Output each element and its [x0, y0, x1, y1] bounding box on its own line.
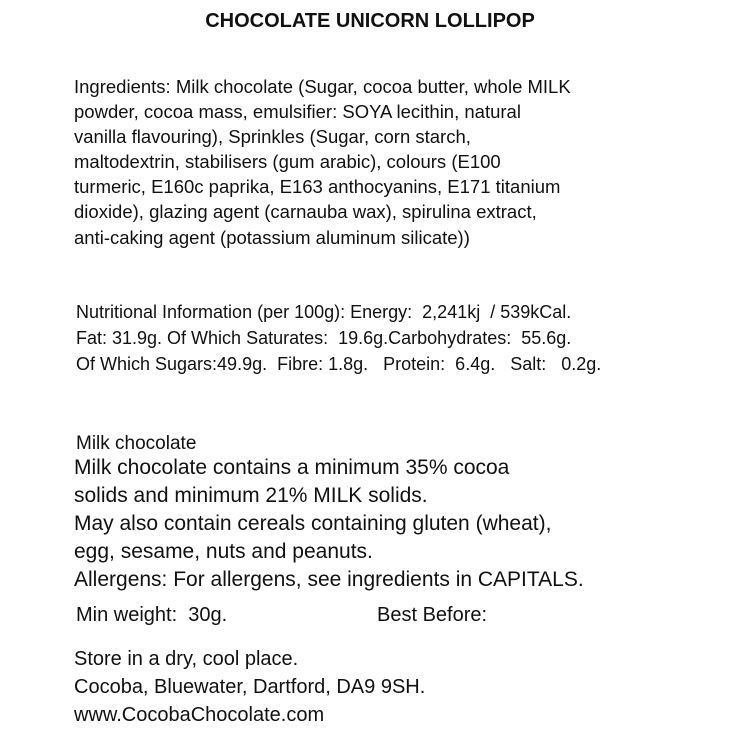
product-title: CHOCOLATE UNICORN LOLLIPOP — [205, 10, 535, 32]
best-before: Best Before: — [377, 604, 488, 626]
ingredients-line: maltodextrin, stabilisers (gum arabic), colours (E100 — [74, 151, 501, 172]
ingredients-line: anti-caking agent (potassium aluminum silicate)) — [74, 227, 470, 248]
company-address: Cocoba, Bluewater, Dartford, DA9 9SH. — [74, 676, 426, 698]
ingredients-line: turmeric, E160c paprika, E163 anthocyanins, E171 titanium — [74, 176, 561, 197]
nutrition-line: Fat: 31.9g. Of Which Saturates: 19.6g.Carbohydrates: 55.6g. — [76, 328, 572, 348]
info-line: Milk chocolate contains a minimum 35% cocoa — [74, 456, 510, 479]
milk-chocolate-heading: Milk chocolate — [76, 433, 197, 454]
nutrition-line: Nutritional Information (per 100g): Energy: 2,241kj / 539kCal. — [76, 302, 572, 322]
info-line: solids and minimum 21% MILK solids. — [74, 484, 428, 507]
ingredients-line: dioxide), glazing agent (carnauba wax), spirulina extract, — [74, 201, 537, 222]
info-line: May also contain cereals containing gluten (wheat), — [74, 512, 552, 535]
nutrition-line: Of Which Sugars:49.9g. Fibre: 1.8g. Protein: 6.4g. Salt: 0.2g. — [76, 354, 602, 374]
ingredients-line: vanilla flavouring), Sprinkles (Sugar, corn starch, — [74, 126, 471, 147]
website: www.CocobaChocolate.com — [74, 704, 325, 726]
min-weight: Min weight: 30g. — [76, 604, 228, 626]
ingredients-line: powder, cocoa mass, emulsifier: SOYA lecithin, natural — [74, 101, 521, 122]
info-line: egg, sesame, nuts and peanuts. — [74, 540, 373, 563]
allergens-line: Allergens: For allergens, see ingredients in CAPITALS. — [74, 568, 584, 591]
ingredients-line: Ingredients: Milk chocolate (Sugar, cocoa butter, whole MILK — [74, 76, 571, 97]
storage-instructions: Store in a dry, cool place. — [74, 648, 299, 670]
